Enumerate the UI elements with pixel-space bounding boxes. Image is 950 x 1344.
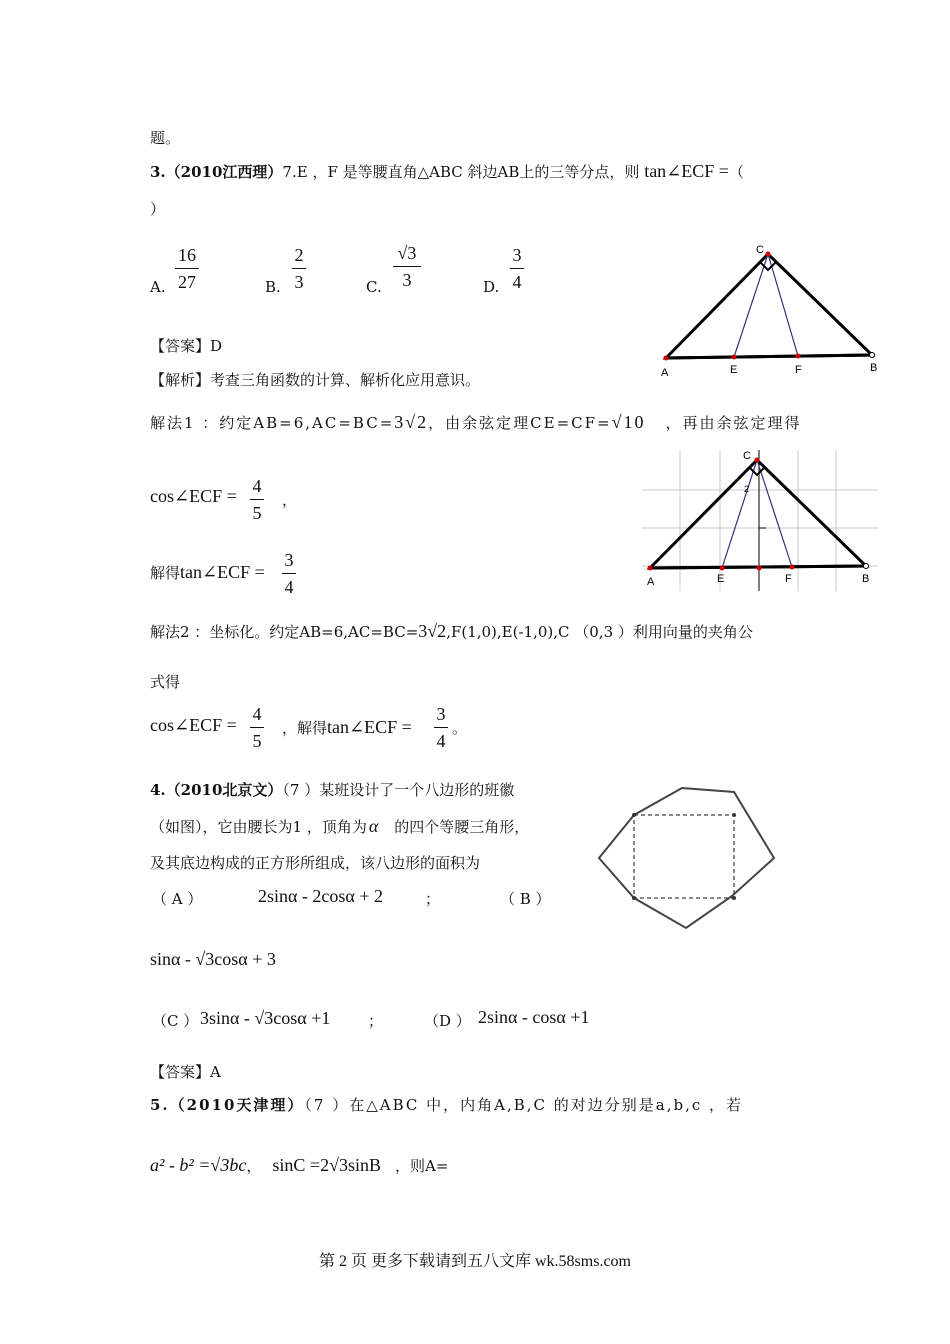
denominator: 5 [252,503,262,523]
denominator: 27 [178,272,196,292]
figure-octagon [594,780,784,932]
q4-semicolon-2: ； [368,1012,384,1030]
denominator: 3 [294,272,304,292]
numerator: 4 [252,476,262,496]
q3-cos-comma: ， [282,491,298,509]
fig2-label-c: C [743,450,751,462]
denominator: 3 [402,270,412,290]
q4-line1-text: （7 ）某班设计了一个八边形的班徽 [282,781,515,799]
solve-prefix: 解得 [150,564,181,582]
q3-cos-fraction [250,476,264,523]
q3-final-cos-fraction [250,704,264,751]
fig2-label-b: B [862,573,870,585]
q4-option-b-expr: sinα - √3cosα + 3 [150,949,276,969]
q4-source: 4.（2010北京文） [150,781,283,799]
q3-text: 7.E ，F 是等腰直角△ABC 斜边AB上的三等分点，则 [282,163,640,181]
q3-option-c-label: C. [366,278,382,296]
numerator: 3 [436,704,446,724]
q4-line2b: 的四个等腰三角形， [394,818,530,836]
q3-final-tan-fraction [434,704,448,751]
q3-option-b-fraction [292,245,306,292]
fig1-label-e: E [730,364,738,376]
q3-option-c-fraction [393,243,421,290]
method1-value2: √10 [611,412,646,432]
q3-final-mid [282,717,412,738]
numerator: 3 [512,245,522,265]
q4-option-d-label: （D ） [424,1012,471,1030]
q3-analysis: 【解析】考查三角函数的计算、解析化应用意识。 [150,371,481,389]
q3-option-a-label: A. [150,278,166,296]
q3-header [150,161,744,182]
q3-cos-expr: cos∠ECF = [150,486,237,506]
numerator: 3 [284,550,294,570]
denominator: 4 [436,731,446,751]
q3-method2-cont: 式得 [150,673,181,691]
q4-option-a-expr: 2sinα - 2cosα + 2 [258,886,384,906]
q3-option-a-fraction [175,245,199,292]
method1-end: ，再由余弦定理得 [665,414,802,432]
denominator: 4 [284,577,294,597]
method2-text: 解法2 ：坐标化。约定AB=6,AC=BC= [150,623,419,641]
q4-option-a-label: （ A ） [152,890,203,908]
q3-answer: 【答案】D [150,337,223,355]
final-mid: ，解得 [282,719,328,737]
alpha-symbol: α [368,816,379,836]
q5-tail: ，则A= [394,1157,449,1175]
q3-source: 3.（2010江西理） [150,163,283,181]
q4-line3: 及其底边构成的正方形所组成，该八边形的面积为 [150,854,481,872]
q3-paren-close: ） [150,200,166,218]
numerator: √3 [397,243,417,263]
q3-method2 [150,621,753,642]
q5-comma: ， [246,1157,262,1175]
figure-triangle-1 [650,240,890,380]
q5-line2 [150,1155,448,1176]
numerator: 2 [294,245,304,265]
numerator: 4 [252,704,262,724]
method1-text: 解法1 ：约定AB=6,AC=BC= [150,414,395,432]
q4-line1 [150,779,514,800]
fig1-label-a: A [661,367,669,379]
method1-middle: ，由余弦定理CE=CF= [428,414,612,432]
q3-paren-open: （ [728,163,744,181]
q4-line2 [150,816,529,837]
method2-coords: ,F(1,0),E(-1,0),C （0,3 ）利用向量的夹角公 [446,623,753,641]
q3-option-d-label: D. [483,278,500,296]
q4-line2a: （如图），它由腰长为1 ，顶角为 [150,818,367,836]
q5-condition-2: sinC =2√3sinB [272,1155,381,1175]
q3-final-end: 。 [452,719,468,737]
figure-triangle-2 [640,448,880,593]
method1-value1: 3√2 [394,412,429,432]
denominator: 4 [512,272,522,292]
q3-solve [150,562,265,583]
q4-option-d-expr: 2sinα - cosα +1 [478,1007,590,1027]
fig2-label-f: F [785,573,792,585]
top-fragment: 题。 [150,129,181,147]
q4-option-c-expr: 3sinα - √3cosα +1 [200,1008,331,1028]
numerator: 16 [178,245,196,265]
q4-answer: 【答案】A [150,1063,221,1081]
q5-condition-1: a² - b² =√3bc [150,1155,247,1175]
final-tan: tan∠ECF = [327,717,412,737]
fig2-label-two: 2 [744,484,750,494]
fig1-label-c: C [756,244,764,256]
q5-text: （7 ）在△ABC 中，内角A,B,C 的对边分别是a,b,c ，若 [304,1096,744,1114]
q4-option-c-label: （C ） [152,1012,199,1030]
denominator: 5 [252,731,262,751]
page-footer: 第 2 页 更多下载请到五八文库 wk.58sms.com [318,1253,631,1270]
tan-expr: tan∠ECF = [180,562,265,582]
q3-option-d-fraction [510,245,524,292]
fig1-label-b: B [870,362,878,374]
q3-option-b-label: B. [265,278,281,296]
method2-value: 3√2 [418,621,447,641]
fig1-label-f: F [795,364,802,376]
q5-source: 5.（2010天津理） [150,1096,305,1114]
q3-tan-fraction [282,550,296,597]
q3-method1 [150,412,802,433]
q3-final-cos: cos∠ECF = [150,715,237,735]
fig2-label-a: A [647,576,655,588]
fig2-label-e: E [717,573,725,585]
q5-line1 [150,1094,743,1115]
q4-option-b-label: （ B ） [500,890,551,908]
q3-expr: tan∠ECF = [644,161,729,181]
q4-semicolon: ； [425,890,441,908]
